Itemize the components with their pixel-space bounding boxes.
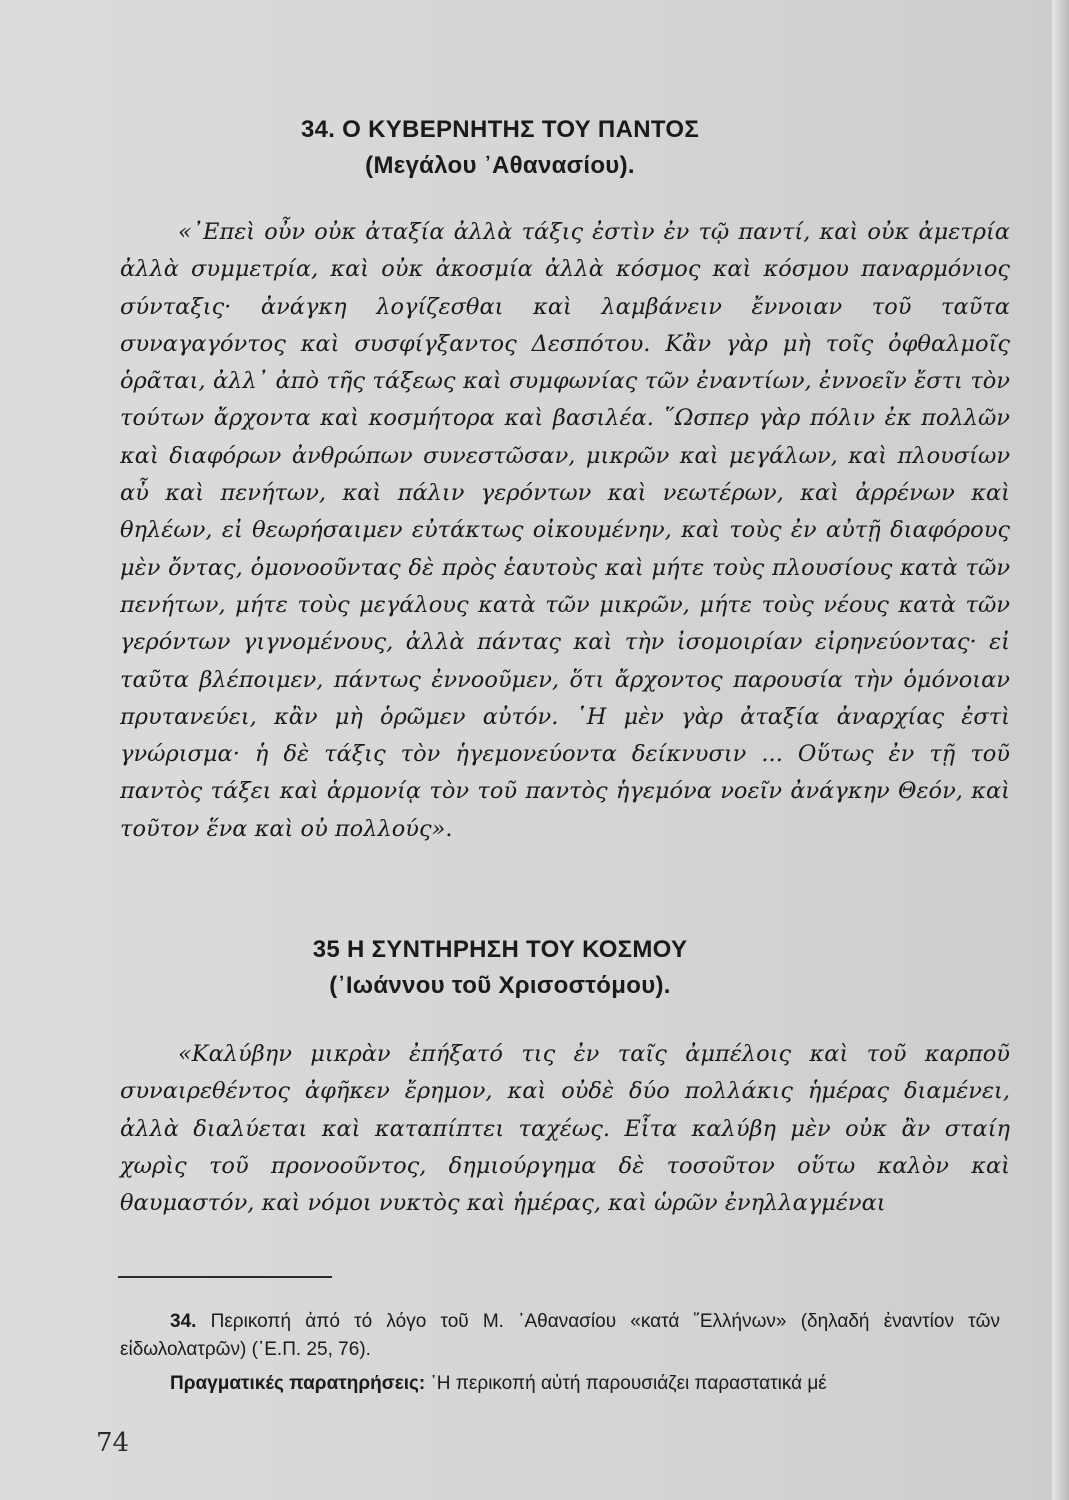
page-number: 74: [96, 1428, 130, 1458]
remarks-text: ῾Η περικοπή αὐτή παρουσιάζει παραστατικά μέ: [425, 1373, 827, 1394]
footnote-remarks: [120, 1370, 1000, 1398]
section-35-paragraph: «Καλύβην μικρὰν ἐπήξατό τις ἐν ταῖς ἀμπέλοις καὶ τοῦ καρποῦ συναιρεθέντος ἀφῆκεν ἔρημον, καὶ οὐδὲ δύο πολλάκις ἡμέρας διαμένει, ἀλλὰ διαλύεται καὶ καταπίπτει ταχέως. Εἶτα καλύβη μὲν οὐκ ἂν σταίη χωρὶς τοῦ προνοοῦντος, δημιούργημα δὲ τοσοῦτον οὕτω καλὸν καὶ θαυμαστόν, καὶ νόμοι νυκτὸς καὶ ἡμέρας, καὶ ὡρῶν ἐνηλλαγμέναι: [120, 1041, 1010, 1217]
section-34-heading: [120, 112, 880, 184]
footnote-34-text: Περικοπή ἀπό τό λόγο τοῦ Μ. ᾿Αθανασίου «κατά ῞Ελλήνων» (δηλαδή ἐναντίον τῶν εἰδωλολατρῶν) (᾿Ε.Π. 25, 76).: [120, 1311, 1000, 1360]
section-35-title: 35 Η ΣΥΝΤΗΡΗΣΗ ΤΟΥ ΚΟΣΜΟΥ: [312, 936, 688, 963]
section-34-subtitle: (Μεγάλου ᾿Αθανασίου).: [365, 152, 635, 179]
footnote-divider: [118, 1276, 332, 1278]
section-35-body: [120, 1036, 1010, 1222]
section-34-paragraph: «᾿Επεὶ οὖν οὐκ ἀταξία ἀλλὰ τάξις ἐστὶν ἐν τῷ παντί, καὶ οὐκ ἀμετρία ἀλλὰ συμμετρία, καὶ οὐκ ἀκοσμία ἀλλὰ κόσμος καὶ κόσμου παναρμόνιος σύνταξις· ἀνάγκη λογίζεσθαι καὶ λαμβάνειν ἔννοιαν τοῦ ταῦτα συναγαγόντος καὶ συσφίγξαντος Δεσπότου. Κἂν γὰρ μὴ τοῖς ὀφθαλμοῖς ὁρᾶται, ἀλλ᾿ ἀπὸ τῆς τάξεως καὶ συμφωνίας τῶν ἐναντίων, ἐννοεῖν ἔστι τὸν τούτων ἄρχοντα καὶ κοσμήτορα καὶ βασιλέα. ῞Ωσπερ γὰρ πόλιν ἐκ πολλῶν καὶ διαφόρων ἀνθρώπων συνεστῶσαν, μικρῶν καὶ μεγάλων, καὶ πλουσίων αὖ καὶ πενήτων, καὶ πάλιν γερόντων καὶ νεωτέρων, καὶ ἀρρένων καὶ θηλέων, εἰ θεωρήσαιμεν εὐτάκτως οἰκουμένην, καὶ τοὺς ἐν αὐτῇ διαφόρους μὲν ὄντας, ὁμονοοῦντας δὲ πρὸς ἑαυτοὺς καὶ μήτε τοὺς πλουσίους κατὰ τῶν πενήτων, μήτε τοὺς μεγάλους κατὰ τῶν μικρῶν, μήτε τοὺς νέους κατὰ τῶν γερόντων γιγνομένους, ἀλλὰ πάντας καὶ τὴν ἰσομοιρίαν εἰρηνεύοντας· εἰ ταῦτα βλέποιμεν, πάντως ἐννοοῦμεν, ὅτι ἄρχοντος παρουσία τὴν ὁμόνοιαν πρυτανεύει, κἂν μὴ ὁρῶμεν αὐτόν. ῾Η μὲν γὰρ ἀταξία ἀναρχίας ἐστὶ γνώρισμα· ἡ δὲ τάξις τὸν ἡγεμονεύοντα δείκνυσιν ... Οὕτως ἐν τῇ τοῦ παντὸς τάξει καὶ ἁρμονίᾳ τὸν τοῦ παντὸς ἡγεμόνα νοεῖν ἀνάγκην Θεόν, καὶ τοῦτον ἕνα καὶ οὐ πολλούς».: [120, 219, 1010, 842]
section-35-subtitle: (᾿Ιωάννου τοῦ Χρισοστόμου).: [329, 972, 671, 999]
section-34-title: 34. Ο ΚΥΒΕΡΝΗΤΗΣ ΤΟΥ ΠΑΝΤΟΣ: [300, 116, 700, 143]
footnotes: [120, 1308, 1000, 1398]
footnote-34: [120, 1308, 1000, 1364]
footnote-34-number: 34.: [170, 1311, 197, 1332]
section-34-body: [120, 214, 1010, 848]
page-edge-shadow: [1052, 0, 1069, 1500]
section-35-heading: [120, 932, 880, 1004]
remarks-label: Πραγματικές παρατηρήσεις:: [170, 1373, 426, 1394]
